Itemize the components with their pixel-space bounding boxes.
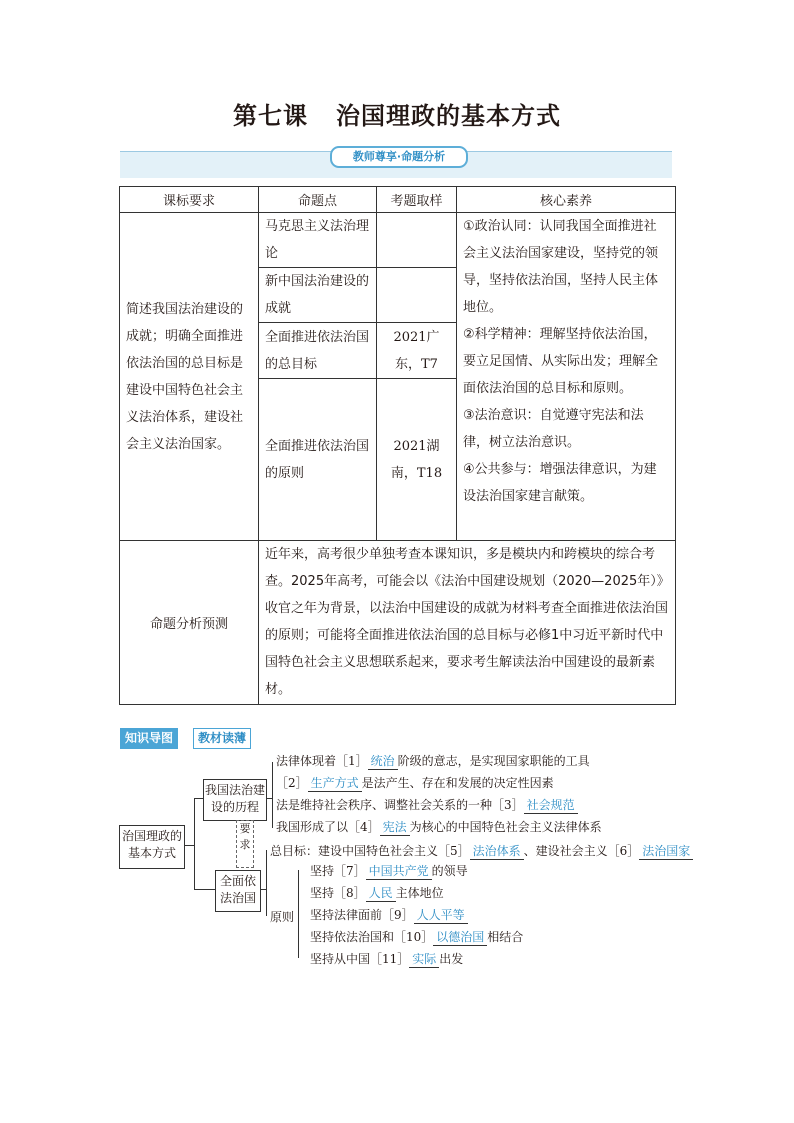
connector	[184, 845, 194, 846]
header-cell: 核心素养	[457, 187, 676, 213]
mindmap-require-label: 要求	[236, 820, 254, 868]
principle-item: 坚持依法治国和［10］ 以德治国 相结合	[310, 930, 524, 944]
history-item: 我国形成了以［4］ 宪法 为核心的中国特色社会主义法律体系	[276, 820, 602, 834]
history-item: 法律体现着［1］ 统治 阶级的意志，是实现国家职能的工具	[276, 754, 590, 768]
connector	[272, 762, 273, 828]
literacy-cell	[457, 213, 676, 541]
literacy-item: ④公共参与：增强法律意识，为建设法治国家建言献策。	[463, 462, 657, 504]
history-item: ［2］ 生产方式 是法产生、存在和发展的决定性因素	[276, 776, 554, 790]
principle-label: 原则	[270, 910, 295, 924]
sample-cell	[377, 268, 457, 323]
connector	[266, 850, 267, 916]
table-row	[120, 541, 676, 705]
literacy-item: ①政治认同：认同我国全面推进社会主义法治国家建设，坚持党的领导，坚持依法治国，坚持人民主体地位。	[463, 219, 659, 315]
sample-cell	[377, 213, 457, 268]
table-row	[120, 213, 676, 268]
literacy-item: ③法治意识：自觉遵守宪法和法律，树立法治意识。	[463, 408, 644, 450]
header-cell: 命题点	[259, 187, 377, 213]
requirement-cell: 简述我国法治建设的成就；明确全面推进依法治国的总目标是建设中国特色社会主义法治体系，建设社会主义法治国家。	[120, 213, 259, 541]
sample-cell: 2021湖南，T18	[377, 379, 457, 541]
literacy-item: ②科学精神：理解坚持依法治国，要立足国情、从实际出发；理解全面依法治国的总目标和原则。	[463, 327, 659, 396]
banner-label: 教师尊享·命题分析	[330, 146, 468, 168]
table-header-row	[120, 187, 676, 213]
lesson-title: 治国理政的基本方式	[336, 101, 561, 130]
connector	[194, 798, 195, 890]
point-cell: 马克思主义法治理论	[259, 213, 377, 268]
mindmap-node-comprehensive: 全面依法治国	[215, 870, 261, 912]
forecast-label: 命题分析预测	[120, 541, 259, 705]
goal-item: 总目标：建设中国特色社会主义［5］ 法治体系 、建设社会主义［6］ 法治国家	[270, 842, 693, 860]
page-title	[0, 96, 794, 131]
textbook-badge: 教材读薄	[193, 728, 251, 749]
knowledge-map-badge: 知识导图	[120, 728, 178, 749]
connector	[194, 798, 203, 799]
point-cell: 新中国法治建设的成就	[259, 268, 377, 323]
mindmap-root: 治国理政的基本方式	[119, 825, 185, 869]
forecast-text: 近年来，高考很少单独考查本课知识，多是模块内和跨模块的综合考查。2025年高考，可能会以《法治中国建设规划（2020—2025年）》收官之年为背景，以法治中国建设的成就为材料考查全面推进依法治国的原则；可能将全面推进依法治国的总目标与必修1中习近平新时代中国特色社会主义思想联系起来，要求考生解读法治中国建设的最新素材。	[259, 541, 676, 705]
mindmap-node-history: 我国法治建设的历程	[203, 779, 267, 821]
point-cell: 全面推进依法治国的原则	[259, 379, 377, 541]
principle-item: 坚持从中国［11］ 实际 出发	[310, 952, 464, 966]
connector	[194, 889, 215, 890]
analysis-table	[119, 186, 676, 705]
header-cell: 考题取样	[377, 187, 457, 213]
connector	[298, 870, 299, 958]
point-cell: 全面推进依法治国的总目标	[259, 323, 377, 379]
history-item: 法是维持社会秩序、调整社会关系的一种［3］ 社会规范	[276, 796, 578, 814]
header-cell: 课标要求	[120, 187, 259, 213]
principle-item: 坚持法律面前［9］ 人人平等	[310, 906, 468, 924]
principle-item: 坚持［7］ 中国共产党 的领导	[310, 864, 468, 878]
lesson-number: 第七课	[233, 101, 308, 130]
sample-cell: 2021广东，T7	[377, 323, 457, 379]
principle-item: 坚持［8］ 人民 主体地位	[310, 886, 444, 900]
